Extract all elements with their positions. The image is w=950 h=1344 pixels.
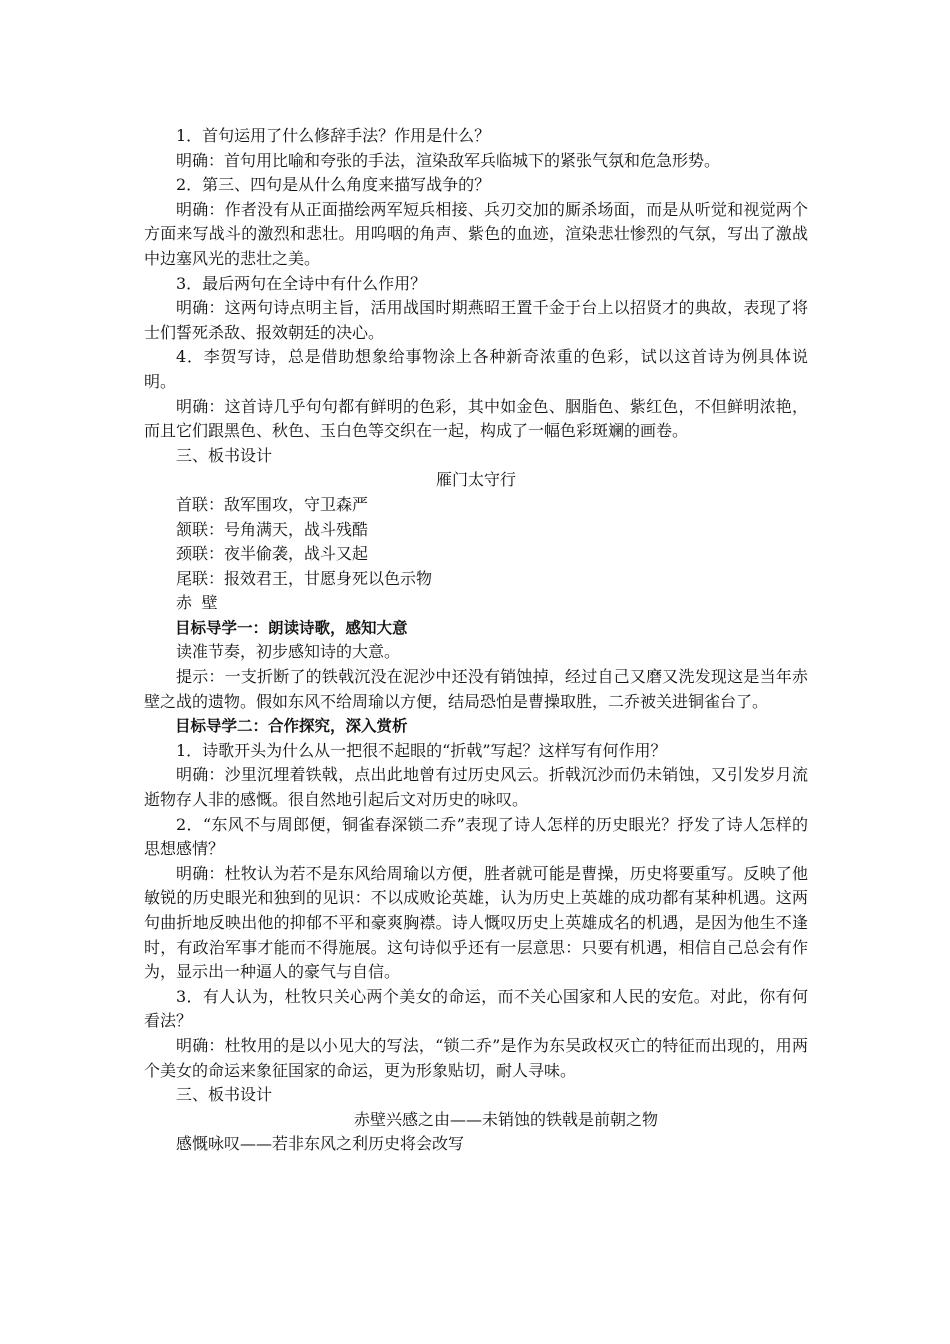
board-title: 雁门太守行	[435, 470, 516, 490]
goal-heading-1: 目标导学一：朗读诗歌，感知大意	[175, 618, 408, 637]
board-line-4: 尾联：报效君王，甘愿身死以色示物	[176, 568, 433, 588]
board-line-2: 颔联：号角满天，战斗残酷	[176, 519, 369, 539]
board-line-1: 首联：敌军围攻，守卫森严	[176, 494, 369, 514]
section-heading-board-design: 三、板书设计	[176, 445, 273, 465]
answer-3: 明确：这两句诗点明主旨，活用战国时期燕昭王置千金于台上以招贤才的典故，表现了将士们誓死杀敌、报效朝廷的决心。	[144, 298, 808, 342]
answer-7: 明确：杜牧用的是以小见大的写法，“锁二乔”是作为东吴政权灭亡的特征而出现的，用两个美女的命运来象征国家的命运，更为形象贴切，耐人寻味。	[144, 1035, 808, 1080]
question-5: 1．诗歌开头为什么从一把很不起眼的“折戟”写起？这样写有何作用？	[176, 740, 667, 760]
board-line-5: 赤壁兴感之由——未销蚀的铁戟是前朝之物	[353, 1109, 658, 1129]
question-3: 3．最后两句在全诗中有什么作用？	[176, 273, 427, 293]
poem-title: 赤壁	[176, 593, 228, 613]
answer-1: 明确：首句用比喻和夸张的手法，渲染敌军兵临城下的紧张气氛和危急形势。	[176, 150, 721, 170]
board-line-6: 感慨咏叹——若非东风之利历史将会改写	[176, 1134, 465, 1154]
question-1: 1．首句运用了什么修辞手法？作用是什么？	[176, 126, 491, 145]
answer-6: 明确：杜牧认为若不是东风给周瑜以方便，胜者就可能是曹操，历史将要重写。反映了他敏锐的历史眼光和独到的见识：不以成败论英雄，认为历史上英雄的成功都有某种机遇。这两句曲折地反映出他的抑郁不平和豪爽胸襟。诗人慨叹历史上英雄成名的机遇，是因为他生不逢时，有政治军事才能而不得施展。这句诗似乎还有一层意思：只要有机遇，相信自己总会有作为，显示出一种逼人的豪气与自信。	[144, 863, 808, 982]
section-heading-board-design-2: 三、板书设计	[176, 1085, 273, 1105]
goal-1-text: 读准节奏，初步感知诗的大意。	[176, 642, 401, 662]
answer-4: 明确：这首诗几乎句句都有鲜明的色彩，其中如金色、胭脂色、紫红色，不但鲜明浓艳，而且它们跟黑色、秋色、玉白色等交织在一起，构成了一幅色彩斑斓的画卷。	[144, 396, 808, 441]
question-2: 2．第三、四句是从什么角度来描写战争的？	[176, 175, 491, 195]
document-body	[144, 124, 808, 1157]
question-6: 2．“东风不与周郎便，铜雀春深锁二乔”表现了诗人怎样的历史眼光？抒发了诗人怎样的思想感情？	[144, 814, 808, 859]
answer-5: 明确：沙里沉埋着铁戟，点出此地曾有过历史风云。折戟沉沙而仍未销蚀，又引发岁月流逝物存人非的感慨。很自然地引起后文对历史的咏叹。	[144, 765, 808, 810]
question-7: 3．有人认为，杜牧只关心两个美女的命运，而不关心国家和人民的安危。对此，你有何看法？	[144, 986, 808, 1031]
goal-heading-2: 目标导学二：合作探究，深入赏析	[175, 717, 408, 736]
hint-paragraph: 提示：一支折断了的铁戟沉没在泥沙中还没有销蚀掉，经过自己又磨又洗发现这是当年赤壁之战的遗物。假如东风不给周瑜以方便，结局恐怕是曹操取胜，二乔被关进铜雀台了。	[144, 667, 808, 711]
question-4: 4．李贺写诗，总是借助想象给事物涂上各种新奇浓重的色彩，试以这首诗为例具体说明。	[144, 347, 808, 391]
answer-2: 明确：作者没有从正面描绘两军短兵相接、兵刃交加的厮杀场面，而是从听觉和视觉两个方面来写战斗的激烈和悲壮。用呜咽的角声、紫色的血迹，渲染悲壮惨烈的气氛，写出了激战中边塞风光的悲壮之美。	[144, 199, 808, 268]
board-line-3: 颈联：夜半偷袭，战斗又起	[176, 544, 369, 564]
